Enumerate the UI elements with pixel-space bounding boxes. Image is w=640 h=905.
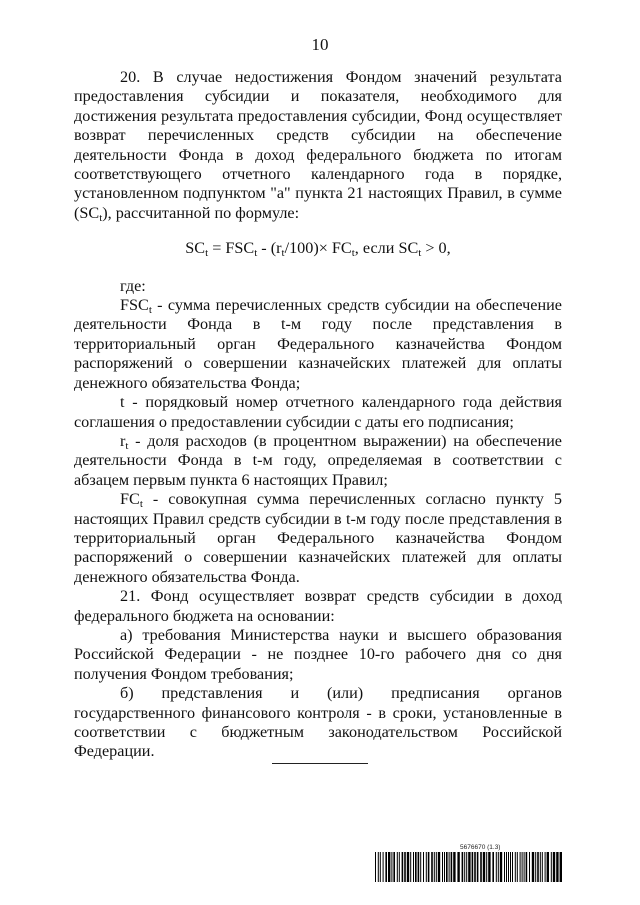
- item-b: б) представления и (или) предписания органов государственного финансового контроля - в сроки, установленные в соответствии с бюджетным законодательством Российской Федерации.: [74, 684, 562, 761]
- where-label: где:: [120, 276, 146, 295]
- paragraph-20: 20. В случае недостижения Фондом значений результата предоставления субсидии и показателя, необходимого для достижения результата предоставления субсидии, Фонд осуществляет возврат перечисленных средств субсидии на обеспечение деятельности Фонда в доход федерального бюджета по итогам соответствующего отчетного календарного года в порядке, установленном подпунктом "а" пункта 21 настоящих Правил, в сумме $(SC_t)$, рассчитанной по формуле:: [74, 68, 562, 224]
- separator-line: [272, 763, 368, 764]
- page-number: 10: [311, 35, 329, 54]
- definition-fsc: $FSC_t$ - сумма перечисленных средств субсидии на обеспечение деятельности Фонда в t-м году после представления в территориальный орган Федерального казначейства Фондом распоряжений о совершении казначейских платежей для оплаты денежного обязательства Фонда;: [74, 296, 562, 392]
- formula: $SC_t = FSC_t - (r_t/100)\times FC_t$, если $SC_t > 0$,: [185, 239, 451, 260]
- paragraph-21: 21. Фонд осуществляет возврат средств субсидии в доход федерального бюджета на основании:: [74, 587, 562, 625]
- document-body: [74, 68, 562, 762]
- item-a: а) требования Министерства науки и высшего образования Российской Федерации - не позднее 10-го рабочего дня со дня получения Фондом требования;: [74, 625, 562, 683]
- definition-t: t - порядковый номер отчетного календарного года действия соглашения о предоставлении субсидии с даты его подписания;: [74, 393, 562, 431]
- definition-r: $r_t$ - доля расходов (в процентном выражении) на обеспечение деятельности Фонда в t-м году, определяемая в соответствии с абзацем первым пункта 6 настоящих Правил;: [74, 431, 562, 489]
- document-code: 5676670 (1.3): [460, 844, 501, 851]
- definition-fc: $FC_t$ - совокупная сумма перечисленных согласно пункту 5 настоящих Правил средств субсидии в t-м году после представления в территориальный орган Федерального казначейства Фондом распоряжений о совершении казначейских платежей для оплаты денежного обязательства Фонда.: [74, 490, 562, 586]
- barcode: [375, 852, 563, 882]
